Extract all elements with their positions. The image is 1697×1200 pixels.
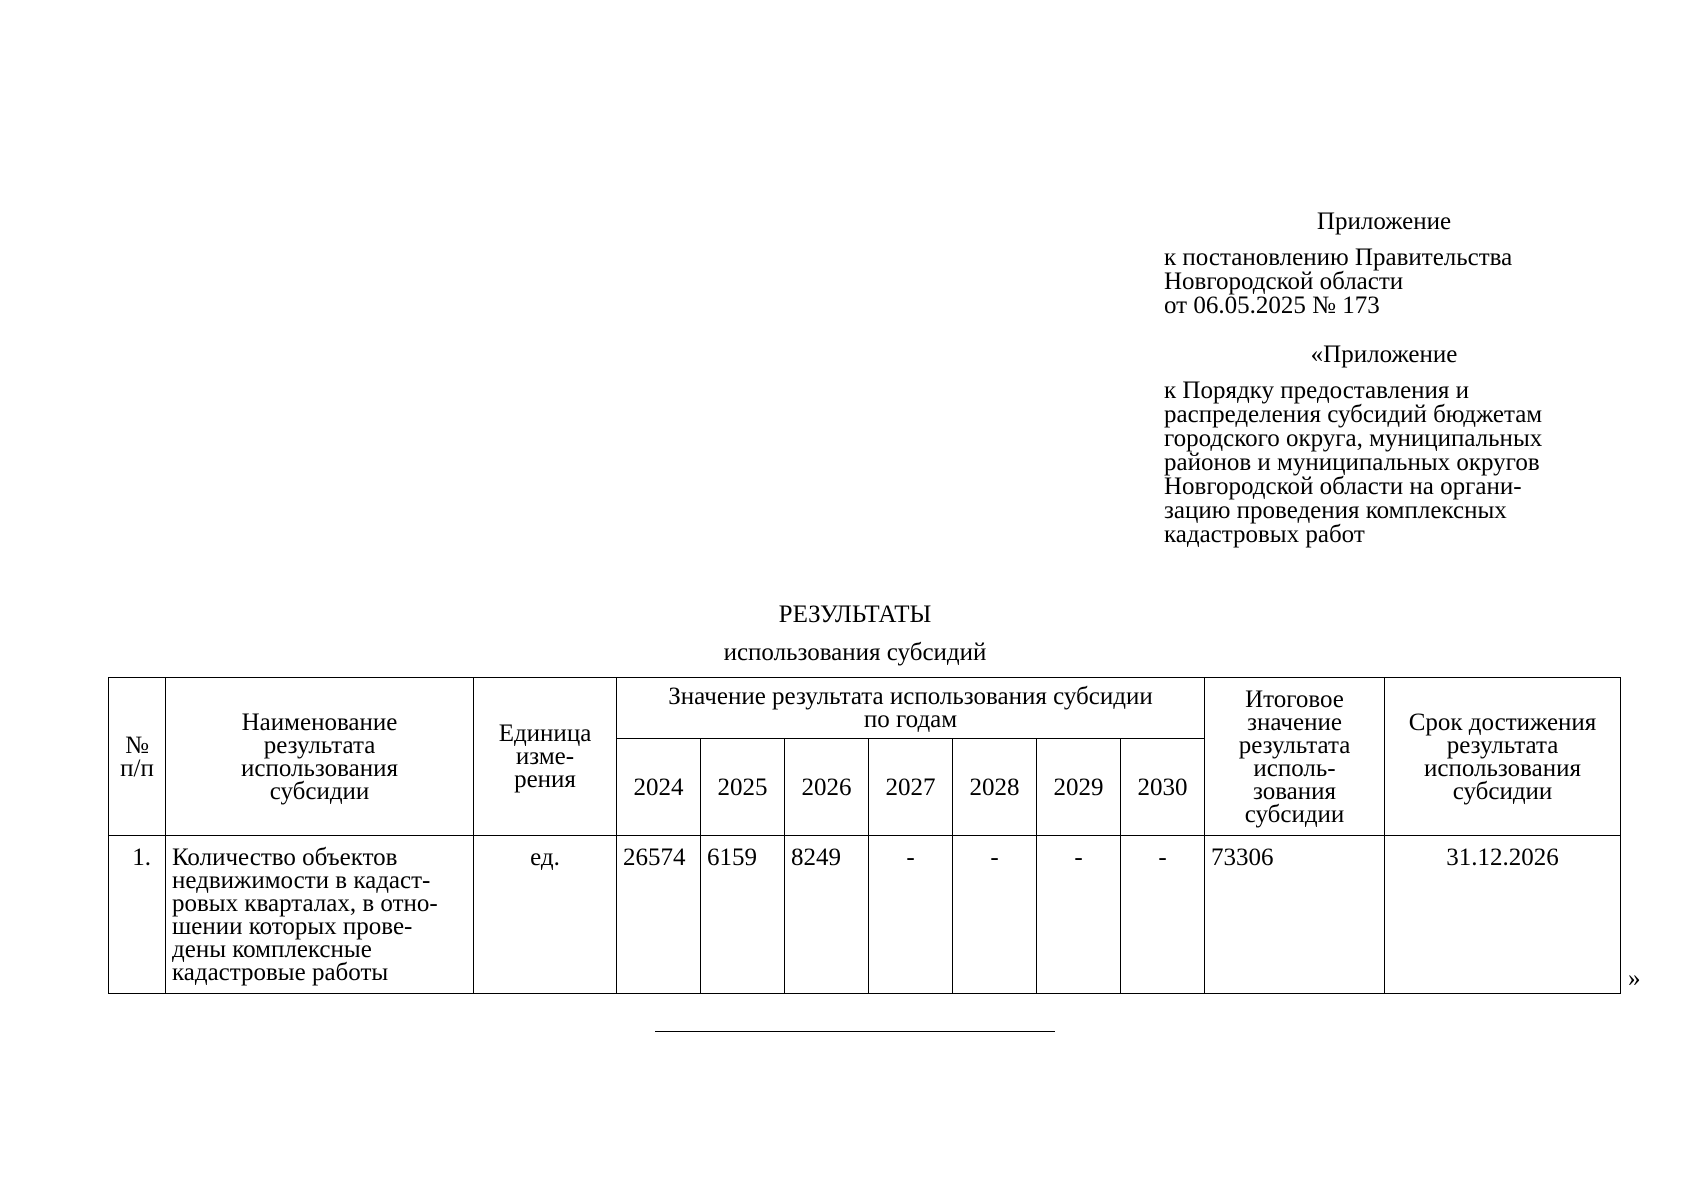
order-line: кадастровых работ (1164, 521, 1365, 548)
bottom-rule (655, 1031, 1055, 1032)
row-value-2030: - (1121, 836, 1205, 994)
header-year: 2029 (1037, 739, 1121, 836)
row-value-2024: 26574 (617, 836, 701, 994)
resolution-line: от 06.05.2025 № 173 (1164, 292, 1380, 319)
header-unit: Единица изме- рения (474, 678, 617, 836)
row-value-2025: 6159 (701, 836, 785, 994)
row-number: 1. (109, 836, 166, 994)
document-title: РЕЗУЛЬТАТЫ (778, 601, 932, 628)
header-year: 2025 (701, 739, 785, 836)
header-deadline: Срок достижения результата использования субсидии (1385, 678, 1621, 836)
header-year: 2027 (869, 739, 953, 836)
row-value-2027: - (869, 836, 953, 994)
document-subtitle: использования субсидий (723, 639, 987, 666)
header-year: 2030 (1121, 739, 1205, 836)
row-value-2028: - (953, 836, 1037, 994)
header-year: 2026 (785, 739, 869, 836)
row-value-2026: 8249 (785, 836, 869, 994)
appendix-block (1164, 210, 1624, 547)
row-total: 73306 (1205, 836, 1385, 994)
header-number: № п/п (109, 678, 166, 836)
row-deadline: 31.12.2026 (1385, 836, 1621, 994)
table-row (109, 836, 1621, 994)
header-values-by-year: Значение результата использования субсидии по годам (617, 678, 1205, 739)
header-year: 2028 (953, 739, 1037, 836)
appendix-subtitle: «Приложение (1310, 341, 1458, 368)
appendix-title: Приложение (1316, 208, 1452, 235)
closing-quote: » (1628, 965, 1641, 992)
order-line: распределения субсидий бюджетам (1164, 401, 1543, 428)
resolution-line: Новгородской области (1164, 268, 1404, 295)
header-name: Наименование результата использования субсидии (166, 678, 474, 836)
order-line: Новгородской области на органи- (1164, 473, 1522, 500)
resolution-line: к постановлению Правительства (1164, 244, 1513, 271)
results-table (108, 677, 1621, 994)
row-value-2029: - (1037, 836, 1121, 994)
row-name: Количество объектов недвижимости в кадаст- ровых кварталах, в отно- шении которых прове- дены комплексные кадастровые работы (166, 836, 474, 994)
header-total: Итоговое значение результата исполь- зования субсидии (1205, 678, 1385, 836)
order-line: зацию проведения комплексных (1164, 497, 1507, 524)
table-header-row (109, 678, 1621, 739)
order-line: к Порядку предоставления и (1164, 377, 1470, 404)
row-unit: ед. (474, 836, 617, 994)
order-line: городского округа, муниципальных (1164, 425, 1543, 452)
header-year: 2024 (617, 739, 701, 836)
order-line: районов и муниципальных округов (1164, 449, 1540, 476)
